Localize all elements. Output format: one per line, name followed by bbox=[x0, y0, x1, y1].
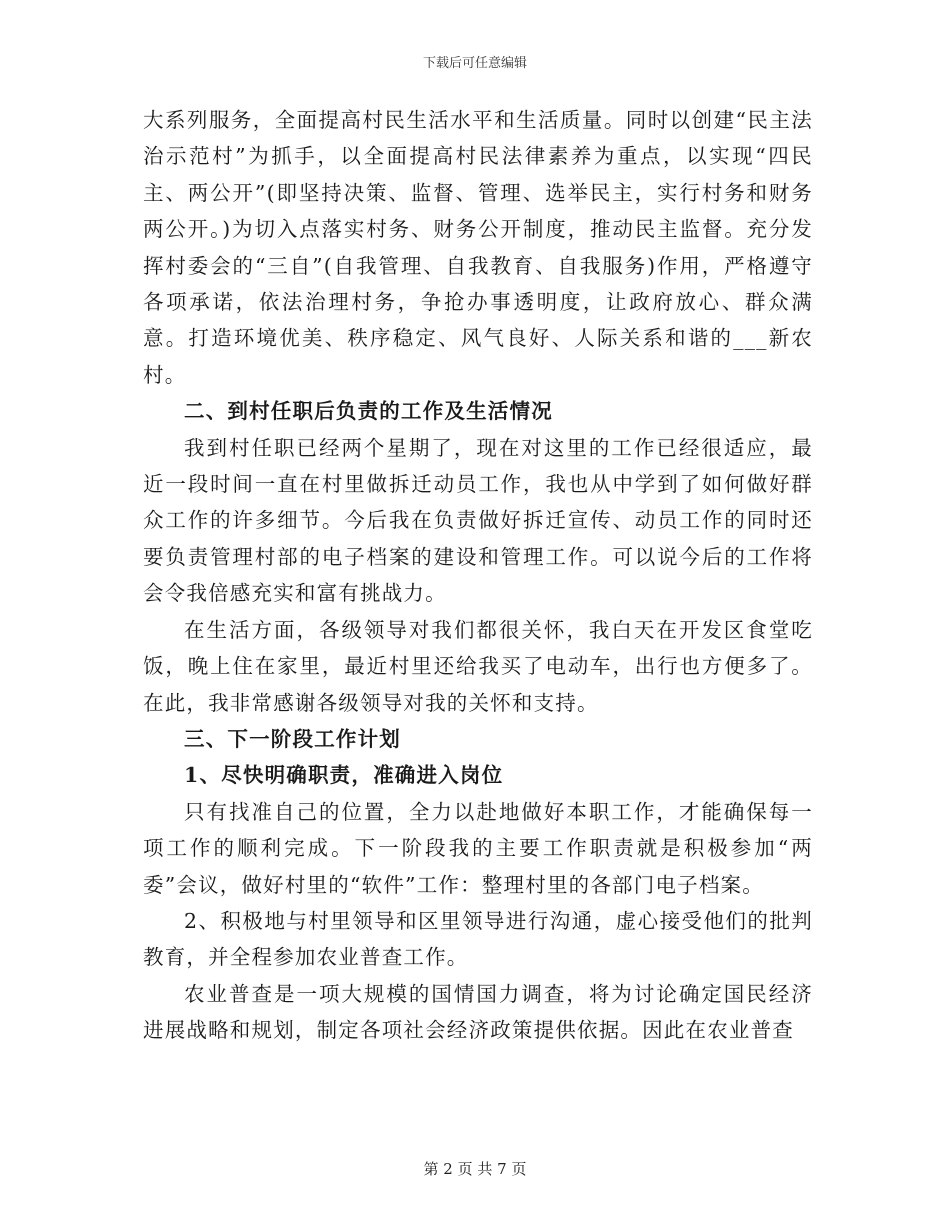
page-number-footer: 第 2 页 共 7 页 bbox=[423, 1160, 527, 1178]
document-body bbox=[143, 102, 813, 1049]
paragraph-services: 大系列服务，全面提高村民生活水平和生活质量。同时以创建“民主法治示范村”为抓手，以全面提高村民法律素养为重点，以实现“四民主、两公开”(即坚持决策、监督、管理、选举民主，实行村务和财务两公开。)为切入点落实村务、财务公开制度，推动民主监督。充分发挥村委会的“三自”(自我管理、自我教育、自我服务)作用，严格遵守各项承诺，依法治理村务，争抢办事透明度，让政府放心、群众满意。打造环境优美、秩序稳定、风气良好、人际关系和谐的___新农村。 bbox=[143, 108, 813, 387]
section-heading-work-and-life: 二、到村任职后负责的工作及生活情况 bbox=[184, 399, 553, 424]
paragraph-agricultural-census: 农业普查是一项大规模的国情国力调查，将为讨论确定国民经济进展战略和规划，制定各项社会经济政策提供依据。因此在农业普查 bbox=[143, 981, 813, 1043]
paragraph-work-status: 我到村任职已经两个星期了，现在对这里的工作已经很适应，最近一段时间一直在村里做拆迁动员工作，我也从中学到了如何做好群众工作的许多细节。今后我在负责做好拆迁宣传、动员工作的同时还要负责管理村部的电子档案的建设和管理工作。可以说今后的工作将会令我倍感充实和富有挑战力。 bbox=[143, 435, 813, 606]
page-header-note: 下载后可任意编辑 bbox=[422, 56, 527, 71]
paragraph-communication: 2、积极地与村里领导和区里领导进行沟通，虚心接受他们的批判教育，并全程参加农业普查工作。 bbox=[143, 908, 813, 970]
paragraph-duties: 只有找准自己的位置，全力以赴地做好本职工作，才能确保每一项工作的顺利完成。下一阶段我的主要工作职责就是积极参加“两委”会议，做好村里的“软件”工作：整理村里的各部门电子档案。 bbox=[143, 799, 813, 897]
subheading-clarify-duties: 1、尽快明确职责，准确进入岗位 bbox=[184, 763, 504, 788]
paragraph-life-status: 在生活方面，各级领导对我们都很关怀，我白天在开发区食堂吃饭，晚上住在家里，最近村里还给我买了电动车，出行也方便多了。在此，我非常感谢各级领导对我的关怀和支持。 bbox=[143, 617, 813, 715]
section-heading-next-plan: 三、下一阶段工作计划 bbox=[184, 726, 401, 751]
